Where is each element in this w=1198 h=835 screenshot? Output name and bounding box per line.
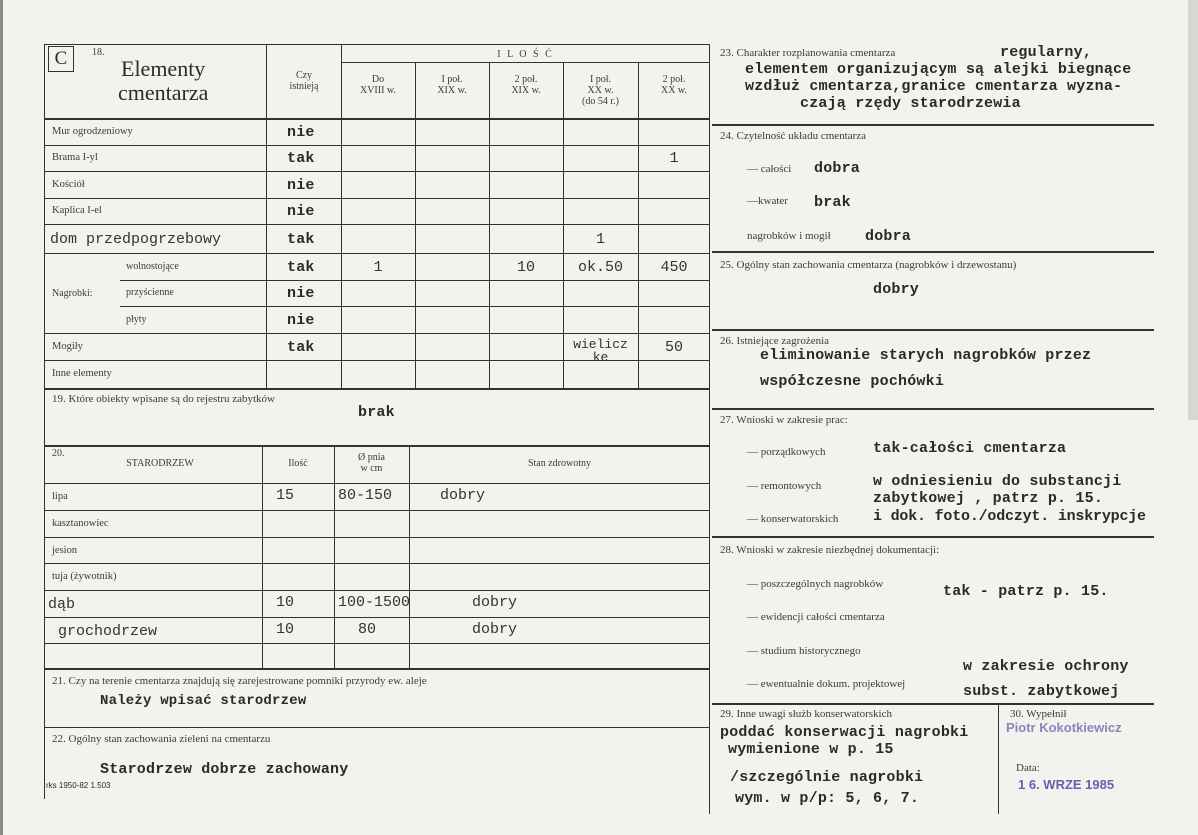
element-row-qty-6-5: 450	[660, 258, 688, 276]
element-row-label-2: Brama I-yl	[52, 152, 98, 163]
element-row-qty-9-4: wielicz ke	[573, 337, 628, 365]
qty-col-header-3: 2 poł. XIX w.	[511, 74, 541, 96]
element-row-label-5: dom przedpogrzebowy	[50, 230, 222, 248]
q24-whole: dobra	[814, 160, 861, 177]
q27-order: tak-całości cmentarza	[873, 440, 1067, 457]
tree-row-name-3: jesion	[52, 545, 78, 556]
tree-row-qty-6: 10	[276, 621, 295, 638]
element-row-exists-1: nie	[287, 123, 315, 141]
element-row-exists-5: tak	[287, 230, 315, 248]
q24-label: 24. Czytelność układu cmentarza	[720, 130, 867, 142]
q24-quarters-label: —kwater	[747, 195, 788, 207]
q19-answer: brak	[358, 404, 395, 421]
q22-answer: Starodrzew dobrze zachowany	[100, 761, 349, 778]
q30-date-stamp: 1 6. WRZE 1985	[1018, 777, 1115, 792]
q27-line2: w odniesieniu do substancji	[873, 473, 1122, 490]
q20-dia-header: Ø pnia w cm	[358, 452, 385, 474]
top-border	[44, 44, 710, 45]
tree-row-state-6: dobry	[472, 621, 518, 638]
element-row-exists-6: tak	[287, 258, 315, 276]
q20-name-header: STARODRZEW	[126, 458, 194, 469]
element-row-exists-9: tak	[287, 338, 315, 356]
q28-item4-label: — ewentualnie dokum. projektowej	[747, 678, 906, 690]
q28-item4-line1: w zakresie ochrony	[963, 658, 1129, 675]
q29-line1: poddać konserwacji nagrobki	[720, 724, 969, 741]
q25-answer: dobry	[873, 281, 920, 298]
element-row-exists-7: nie	[287, 285, 315, 302]
q26-line2: współczesne pochówki	[760, 373, 945, 390]
q28-item1-label: — poszczególnych nagrobków	[747, 578, 884, 590]
q23-line3: wzdłuż cmentarza,granice cmentarza wyzna-	[745, 78, 1123, 95]
q27-label: 27. Wnioski w zakresie prac:	[720, 414, 848, 426]
tree-row-qty-5: 10	[276, 594, 295, 611]
q19-label: 19. Które obiekty wpisane są do rejestru zabytków	[52, 393, 275, 405]
qty-col-header-2: I poł. XIX w.	[437, 74, 467, 96]
element-row-label-9: Mogiły	[52, 340, 83, 352]
q30-label: 30. Wypełnił	[1010, 708, 1067, 720]
q23-line1: regularny,	[1000, 44, 1093, 61]
tree-row-state-5: dobry	[472, 594, 518, 611]
qty-col-header-5: 2 poł. XX w.	[660, 74, 687, 96]
col-exists-header: Czy istnieją	[289, 70, 319, 92]
q24-graves: dobra	[865, 228, 912, 245]
element-row-qty-6-1: 1	[373, 258, 383, 276]
q28-label: 28. Wnioski w zakresie niezbędnej dokumentacji:	[720, 544, 940, 556]
tree-row-name-4: tuja (żywotnik)	[52, 571, 117, 582]
element-row-label-1: Mur ogrodzeniowy	[52, 125, 133, 137]
section-title-line2: cmentarza	[118, 80, 209, 105]
card-edge	[1188, 0, 1198, 420]
element-row-exists-8: nie	[287, 311, 315, 329]
q23-line4: czają rzędy starodrzewia	[800, 95, 1021, 112]
qty-col-header-4: I poł. XX w. (do 54 r.)	[582, 74, 619, 107]
tree-row-dia-5: 100-1500	[338, 594, 411, 611]
tree-row-state-1: dobry	[440, 487, 486, 504]
left-border	[44, 44, 45, 799]
element-row-exists-4: nie	[287, 203, 315, 220]
section-number: 18.	[92, 47, 105, 58]
q27-line3: zabytkowej , patrz p. 15.	[873, 490, 1104, 507]
q26-label: 26. Istniejące zagrożenia	[720, 335, 830, 347]
element-row-label-4: Kaplica I-el	[52, 205, 102, 216]
q30-date-label: Data:	[1016, 762, 1040, 774]
q28-item2-label: — ewidencji całości cmentarza	[747, 611, 885, 623]
q27-cons-label: — konserwatorskich	[747, 513, 839, 525]
q30-name-stamp: Piotr Kokotkiewicz	[1006, 720, 1122, 735]
q23-line2: elementem organizującym są alejki biegnące	[745, 61, 1132, 78]
q28-item4-line2: subst. zabytkowej	[963, 683, 1120, 700]
q21-answer: Należy wpisać starodrzew	[100, 693, 307, 709]
tree-row-name-6: grochodrzew	[58, 623, 158, 640]
element-row-label-3: Kościół	[52, 178, 85, 190]
tree-row-name-2: kasztanowiec	[52, 518, 109, 529]
element-row-qty-9-5: 50	[664, 338, 683, 356]
element-row-qty-6-3: 10	[516, 258, 535, 276]
element-row-qty-6-4: ok.50	[577, 258, 623, 276]
q29-label: 29. Inne uwagi służb konserwatorskich	[720, 708, 892, 720]
element-row-exists-3: nie	[287, 176, 315, 194]
q24-quarters: brak	[814, 194, 851, 211]
tree-row-name-1: lipa	[52, 491, 68, 502]
section-title-line1: Elementy	[121, 56, 206, 81]
q27-order-label: — porządkowych	[747, 446, 826, 458]
element-row-label-6: wolnostojące	[126, 260, 179, 272]
q28-item1: tak - patrz p. 15.	[943, 583, 1109, 600]
q27-line4: i dok. foto./odczyt. inskrypcje	[873, 508, 1146, 525]
element-row-qty-2-5: 1	[669, 150, 679, 167]
element-row-label-8: płyty	[126, 313, 147, 325]
tree-row-dia-6: 80	[358, 621, 377, 638]
q27-repair-label: — remontowych	[747, 480, 822, 492]
element-row-label-10: Inne elementy	[52, 367, 112, 379]
q29-line4: wym. w p/p: 5, 6, 7.	[735, 790, 920, 807]
quantity-header: I L O Ś Ć	[497, 49, 554, 60]
q29-line2: wymienione w p. 15	[728, 741, 894, 758]
q20-qty-header: Ilość	[288, 458, 308, 469]
qty-col-header-1: Do XVIII w.	[359, 74, 396, 96]
q24-whole-label: — całości	[747, 163, 792, 175]
q29-line3: /szczególnie nagrobki	[730, 769, 924, 786]
q28-item3-label: — studium historycznego	[747, 645, 861, 657]
q24-graves-label: nagrobków i mogił	[747, 230, 831, 242]
nagrobki-group-label: Nagrobki:	[52, 288, 93, 299]
tree-row-dia-1: 80-150	[338, 487, 393, 504]
tree-row-qty-1: 15	[276, 487, 295, 504]
q26-line1: eliminowanie starych nagrobków przez	[760, 347, 1092, 364]
element-row-label-7: przyścienne	[126, 287, 174, 298]
q20-number: 20.	[52, 448, 65, 459]
q21-label: 21. Czy na terenie cmentarza znajdują się zarejestrowane pomniki przyrody ew. aleje	[52, 675, 427, 687]
q22-label: 22. Ogólny stan zachowania zieleni na cmentarzu	[52, 733, 271, 745]
tree-row-name-5: dąb	[48, 596, 76, 613]
section-letter-box: C	[48, 46, 74, 72]
footer-code: rks 1950-82 1.503	[46, 781, 111, 790]
element-row-exists-2: tak	[287, 150, 315, 167]
q23-label: 23. Charakter rozplanowania cmentarza	[720, 47, 896, 59]
q25-label: 25. Ogólny stan zachowania cmentarza (nagrobków i drzewostanu)	[720, 259, 1017, 271]
q20-state-header: Stan zdrowotny	[527, 458, 592, 469]
element-row-qty-5-4: 1	[595, 230, 605, 248]
